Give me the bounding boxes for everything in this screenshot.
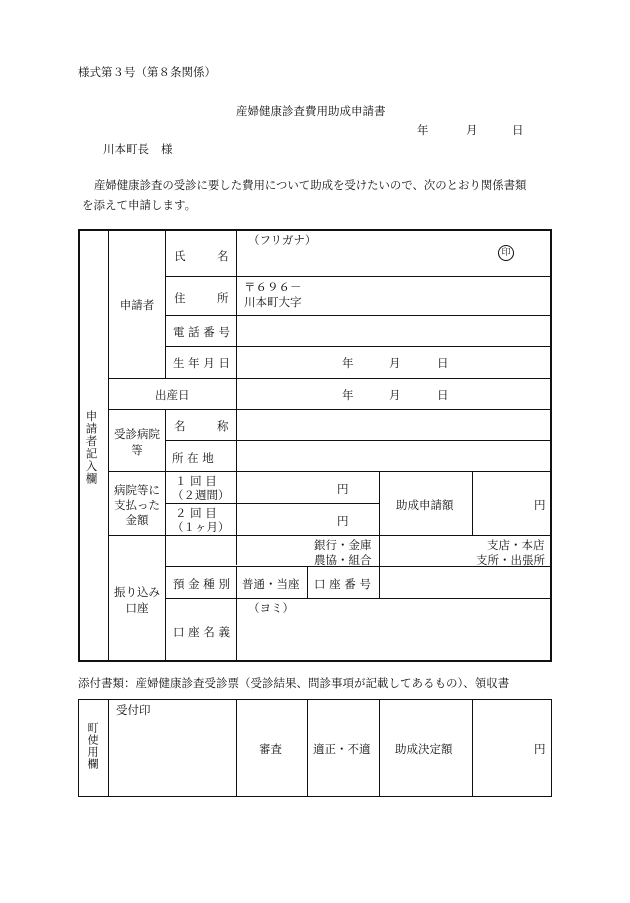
delivery-date-label: 出産日	[155, 388, 190, 402]
hospital-location-label: 所 在 地	[172, 451, 214, 465]
hospital-name-label-2: 称	[217, 419, 229, 433]
bank-type-line-2: 農協・組合	[314, 553, 372, 567]
name-field[interactable]	[244, 256, 484, 274]
delivery-month-label: 月	[389, 388, 401, 402]
hospital-name-field[interactable]	[240, 412, 546, 438]
branch-name-field[interactable]	[385, 538, 485, 564]
attachments-note: 添付書類：産婦健康診査受診票（受診結果、問診事項が記載してあるもの）、領収書	[78, 676, 510, 690]
form-number: 様式第３号（第８条関係）	[78, 65, 216, 79]
date-year-label: 年	[417, 123, 429, 137]
name-label-2: 名	[217, 249, 229, 263]
first-visit-yen: 円	[337, 482, 349, 496]
first-visit-period: （２週間）	[172, 488, 230, 502]
receipt-stamp-label: 受付印	[116, 703, 151, 717]
birth-day-label: 日	[437, 356, 449, 370]
account-name-field[interactable]	[244, 618, 544, 654]
phone-field[interactable]	[240, 318, 546, 344]
account-name-label: 口 座 名 義	[173, 625, 230, 639]
second-visit-yen: 円	[337, 514, 349, 528]
address-label-2: 所	[217, 291, 229, 305]
hospital-location-field[interactable]	[240, 443, 546, 469]
bank-name-field[interactable]	[170, 538, 310, 564]
phone-label: 電 話 番 号	[173, 325, 230, 339]
review-options: 適正・不適	[313, 742, 371, 756]
date-month-label: 月	[466, 123, 478, 137]
decision-amount-label: 助成決定額	[395, 742, 453, 756]
paid-amount-label-1: 病院等に	[114, 483, 160, 497]
addressee: 川本町長	[103, 142, 149, 156]
first-visit-amount-field[interactable]	[240, 474, 340, 500]
hospital-label-2: 等	[131, 443, 143, 457]
applicant-section-label: 申請者記入欄	[84, 410, 99, 485]
birth-date-label: 生 年 月 日	[173, 356, 230, 370]
grant-amount-field[interactable]	[476, 474, 536, 532]
paid-amount-label-3: 金額	[125, 513, 149, 527]
birth-year-label: 年	[342, 356, 354, 370]
deposit-type-label: 預 金 種 別	[173, 577, 230, 591]
seal-mark: 印	[498, 245, 514, 261]
bank-type-line-1: 銀行・金庫	[314, 538, 372, 552]
postal-code-prefix: 〒６９６－	[244, 280, 302, 294]
deposit-type-options[interactable]: 普通・当座	[242, 577, 300, 591]
first-visit-label: １ 回 目	[175, 474, 217, 488]
grant-amount-yen: 円	[534, 498, 546, 512]
account-number-field[interactable]	[385, 570, 545, 596]
transfer-account-label-2: 口座	[125, 601, 149, 615]
second-visit-period: （１ヶ月）	[172, 520, 230, 534]
decision-amount-yen: 円	[534, 742, 546, 756]
form-title: 産婦健康診査費用助成申請書	[236, 104, 386, 118]
furigana-label: （フリガナ）	[248, 233, 317, 247]
branch-type-line-1: 支店・本店	[487, 538, 545, 552]
delivery-day-label: 日	[437, 388, 449, 402]
intro-line-2: を添えて申請します。	[82, 198, 197, 212]
applicant-label: 申請者	[119, 298, 155, 312]
second-visit-label: ２ 回 目	[175, 506, 217, 520]
yomi-label: （ヨミ）	[248, 601, 294, 615]
account-number-label: 口 座 番 号	[314, 577, 371, 591]
branch-type-line-2: 支所・出張所	[476, 553, 545, 567]
review-label: 審査	[259, 742, 282, 756]
office-use-label: 町使用欄	[86, 722, 99, 770]
hospital-name-label-1: 名	[174, 419, 186, 433]
name-label-1: 氏	[174, 249, 186, 263]
hospital-label-1: 受診病院	[114, 427, 160, 441]
date-day-label: 日	[512, 123, 524, 137]
second-visit-amount-field[interactable]	[240, 506, 340, 532]
address-prefix: 川本町大字	[244, 295, 302, 309]
delivery-year-label: 年	[342, 388, 354, 402]
honorific: 様	[161, 142, 173, 156]
grant-amount-label: 助成申請額	[396, 498, 454, 512]
address-field[interactable]	[310, 294, 540, 312]
paid-amount-label-2: 支払った	[114, 498, 160, 512]
address-label-1: 住	[174, 291, 186, 305]
birth-month-label: 月	[389, 356, 401, 370]
intro-line-1: 産婦健康診査の受診に要した費用について助成を受けたいので、次のとおり関係書類	[94, 178, 527, 192]
transfer-account-label-1: 振り込み	[114, 585, 160, 599]
